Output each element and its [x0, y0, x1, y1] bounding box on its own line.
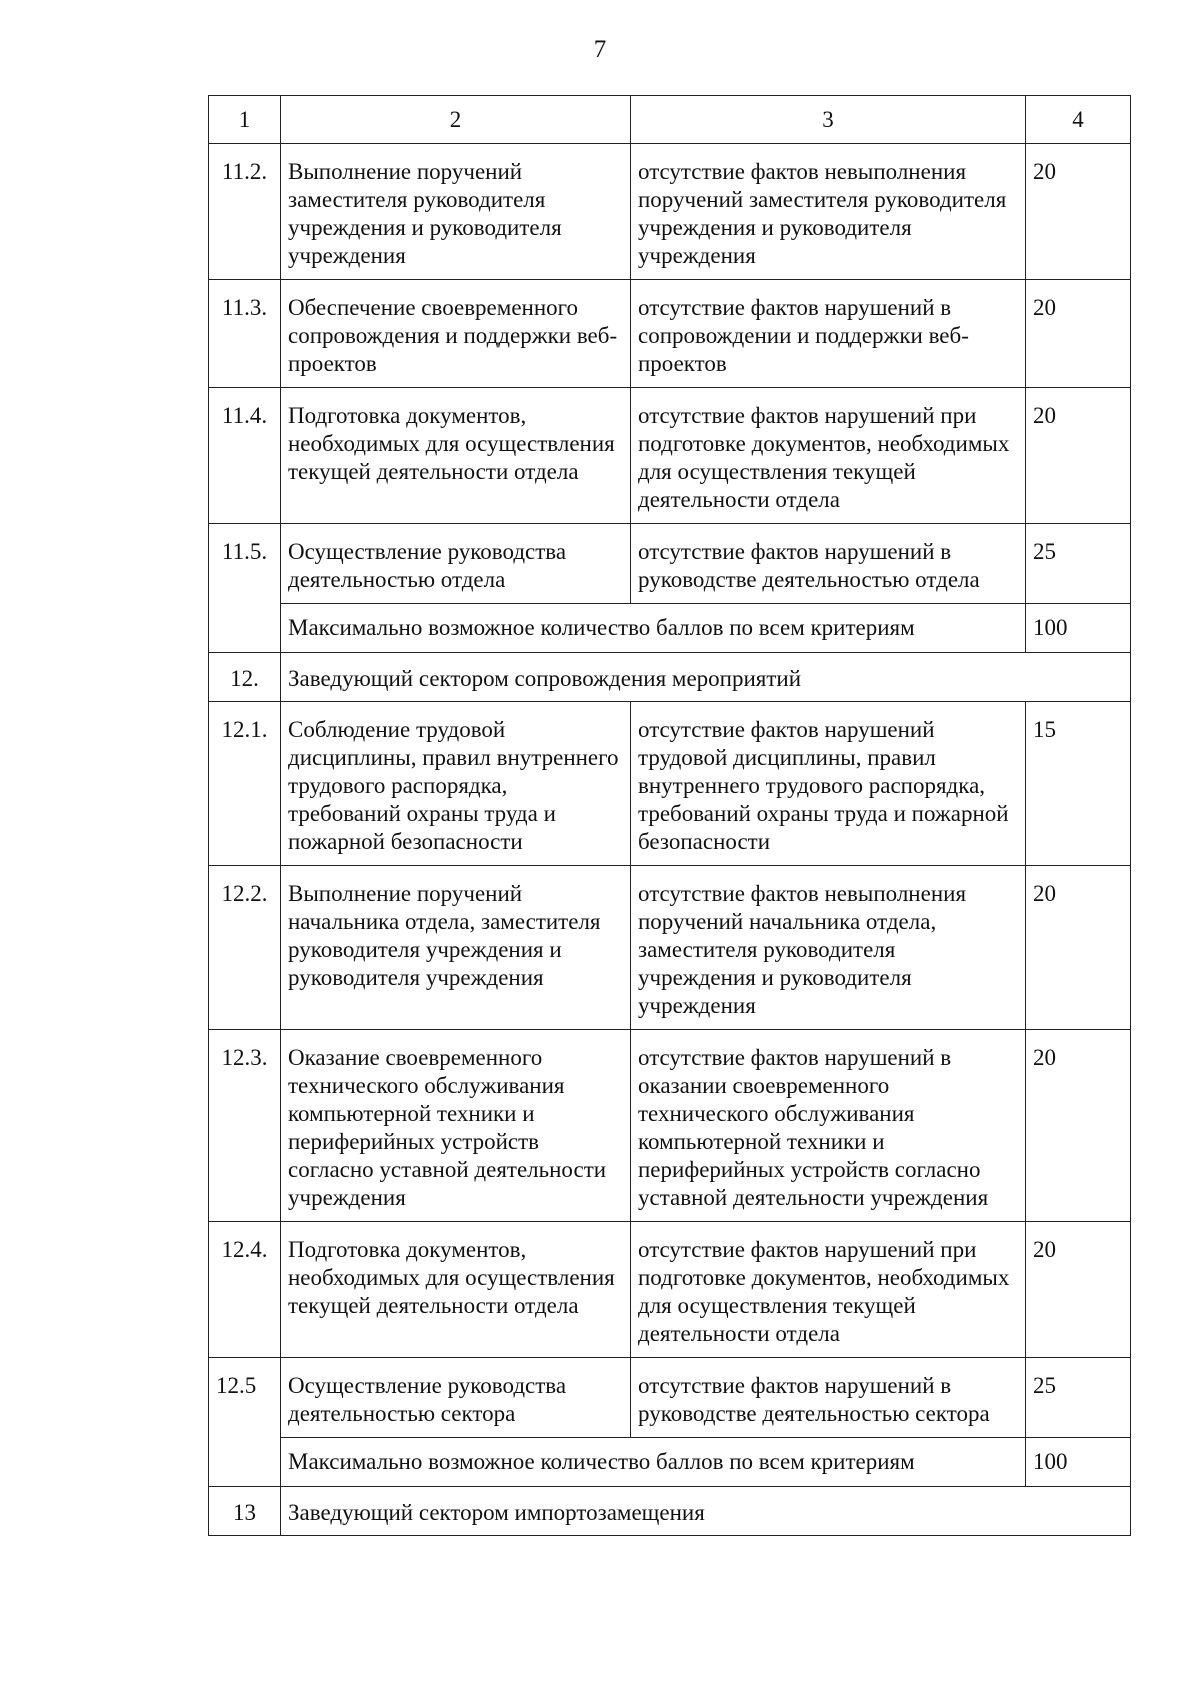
table-row — [209, 1030, 1131, 1222]
condition-cell: отсутствие фактов нарушений при подготовке документов, необходимых для осуществления текущей деятельности отдела — [631, 388, 1026, 524]
criterion-cell: Осуществление руководства деятельностью сектора — [281, 1358, 631, 1438]
table-row — [209, 1222, 1131, 1358]
condition-cell: отсутствие фактов нарушений в сопровождении и поддержки веб-проектов — [631, 280, 1026, 388]
table-row — [209, 702, 1131, 866]
header-cell-2: 2 — [281, 96, 631, 144]
section-title: Заведующий сектором импортозамещения — [281, 1487, 1131, 1536]
row-number: 11.5. — [209, 524, 281, 653]
criterion-cell: Оказание своевременного технического обслуживания компьютерной техники и периферийных устройств согласно уставной деятельности учреждения — [281, 1030, 631, 1222]
points-cell: 20 — [1026, 1222, 1131, 1358]
table-row — [209, 1358, 1131, 1438]
condition-cell: отсутствие фактов невыполнения поручений заместителя руководителя учреждения и руководителя учреждения — [631, 144, 1026, 280]
row-number: 12.3. — [209, 1030, 281, 1222]
header-cell-1: 1 — [209, 96, 281, 144]
criterion-cell: Осуществление руководства деятельностью отдела — [281, 524, 631, 604]
condition-cell: отсутствие фактов нарушений при подготовке документов, необходимых для осуществления текущей деятельности отдела — [631, 1222, 1026, 1358]
points-cell: 25 — [1026, 524, 1131, 604]
row-number: 12.5 — [209, 1358, 281, 1487]
condition-cell: отсутствие фактов нарушений в руководстве деятельностью отдела — [631, 524, 1026, 604]
table-row — [209, 388, 1131, 524]
points-cell: 20 — [1026, 280, 1131, 388]
section-number: 12. — [209, 653, 281, 702]
row-number: 12.2. — [209, 866, 281, 1030]
points-cell: 20 — [1026, 144, 1131, 280]
row-number: 11.4. — [209, 388, 281, 524]
total-label: Максимально возможное количество баллов по всем критериям — [281, 1438, 1026, 1487]
section-row — [209, 1487, 1131, 1536]
criteria-table — [208, 95, 1131, 1536]
condition-cell: отсутствие фактов нарушений в оказании своевременного технического обслуживания компьютерной техники и периферийных устройств согласно уставной деятельности учреждения — [631, 1030, 1026, 1222]
row-number: 11.3. — [209, 280, 281, 388]
header-row — [209, 96, 1131, 144]
total-row — [209, 1438, 1131, 1487]
criterion-cell: Подготовка документов, необходимых для осуществления текущей деятельности отдела — [281, 388, 631, 524]
row-number: 11.2. — [209, 144, 281, 280]
condition-cell: отсутствие фактов невыполнения поручений начальника отдела, заместителя руководителя учреждения и руководителя учреждения — [631, 866, 1026, 1030]
points-cell: 20 — [1026, 866, 1131, 1030]
header-cell-4: 4 — [1026, 96, 1131, 144]
criterion-cell: Выполнение поручений заместителя руководителя учреждения и руководителя учреждения — [281, 144, 631, 280]
criterion-cell: Подготовка документов, необходимых для осуществления текущей деятельности отдела — [281, 1222, 631, 1358]
table-row — [209, 144, 1131, 280]
condition-cell: отсутствие фактов нарушений в руководстве деятельностью сектора — [631, 1358, 1026, 1438]
criterion-cell: Соблюдение трудовой дисциплины, правил внутреннего трудового распорядка, требований охраны труда и пожарной безопасности — [281, 702, 631, 866]
condition-cell: отсутствие фактов нарушений трудовой дисциплины, правил внутреннего трудового распорядка, требований охраны труда и пожарной безопасности — [631, 702, 1026, 866]
header-cell-3: 3 — [631, 96, 1026, 144]
section-row — [209, 653, 1131, 702]
points-cell: 20 — [1026, 1030, 1131, 1222]
total-label: Максимально возможное количество баллов по всем критериям — [281, 604, 1026, 653]
points-cell: 15 — [1026, 702, 1131, 866]
row-number: 12.4. — [209, 1222, 281, 1358]
total-points: 100 — [1026, 604, 1131, 653]
criterion-cell: Обеспечение своевременного сопровождения и поддержки веб-проектов — [281, 280, 631, 388]
points-cell: 25 — [1026, 1358, 1131, 1438]
row-number: 12.1. — [209, 702, 281, 866]
total-row — [209, 604, 1131, 653]
table-row — [209, 524, 1131, 604]
page-number: 7 — [593, 36, 607, 63]
table-row — [209, 866, 1131, 1030]
total-points: 100 — [1026, 1438, 1131, 1487]
section-number: 13 — [209, 1487, 281, 1536]
points-cell: 20 — [1026, 388, 1131, 524]
table-row — [209, 280, 1131, 388]
section-title: Заведующий сектором сопровождения мероприятий — [281, 653, 1131, 702]
criterion-cell: Выполнение поручений начальника отдела, заместителя руководителя учреждения и руководителя учреждения — [281, 866, 631, 1030]
